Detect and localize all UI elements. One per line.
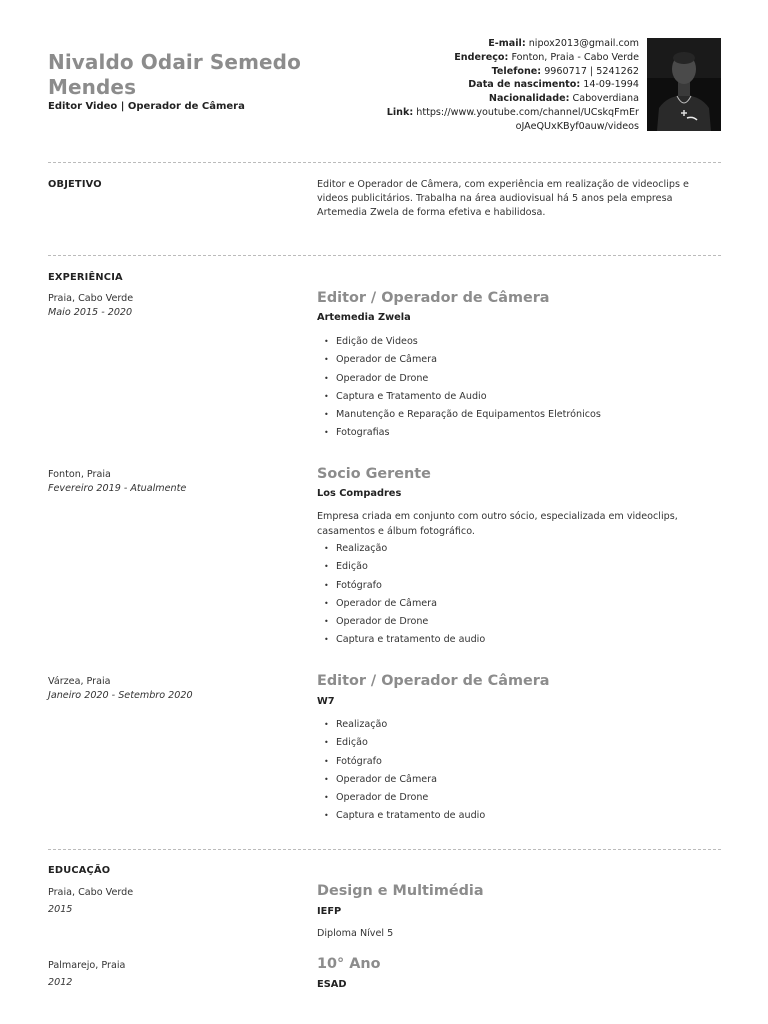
job-title: Editor / Operador de Câmera (317, 673, 550, 689)
education-location: Praia, Cabo Verde (48, 887, 134, 898)
education-location-meta (48, 885, 133, 918)
list-item: • Operador de Drone (324, 789, 485, 807)
job-company: Artemedia Zwela (317, 312, 411, 323)
job-location: Várzea, Praia (48, 676, 111, 687)
job-location-meta (48, 675, 193, 702)
job-location-meta (48, 292, 133, 319)
profile-photo (647, 38, 721, 131)
job-company: W7 (317, 696, 335, 707)
divider (48, 255, 721, 256)
section-title-education: EDUCAÇÃO (48, 865, 111, 876)
section-title-objective: OBJETIVO (48, 179, 102, 190)
list-item: • Operador de Câmera (324, 595, 485, 613)
job-company: Los Compadres (317, 488, 402, 499)
list-item: • Captura e tratamento de audio (324, 807, 485, 825)
list-item: • Fotógrafo (324, 577, 485, 595)
list-item: • Operador de Drone (324, 613, 485, 631)
list-item: • Fotografias (324, 424, 601, 442)
objective-text: Editor e Operador de Câmera, com experiência em realização de videoclips e videos publicitários. Trabalha na área audiovisual há 5 anos pela empresa Artemedia Zwela de forma efetiva e habilidosa. (317, 179, 689, 218)
job-description: Empresa criada em conjunto com outro sócio, especializada em videoclips, casamentos e álbum fotográfico. (317, 511, 678, 537)
list-item: • Realização (324, 540, 485, 558)
job-location-meta (48, 468, 186, 495)
list-item: • Edição (324, 734, 485, 752)
list-item: • Captura e tratamento de audio (324, 631, 485, 649)
job-duties-list (324, 333, 601, 443)
job-duties-list (324, 716, 485, 826)
contact-link-continued[interactable]: oJAeQUxKByf0auw/videos (515, 120, 639, 132)
list-item: • Captura e Tratamento de Audio (324, 388, 601, 406)
divider (48, 849, 721, 850)
education-period: 2012 (48, 976, 73, 988)
job-title: Socio Gerente (317, 466, 431, 482)
job-period: Maio 2015 - 2020 (48, 306, 133, 318)
contact-link[interactable]: Link: https://www.youtube.com/channel/UCskqFmEr (386, 106, 639, 118)
contact-birthdate: Data de nascimento: 14-09-1994 (468, 79, 639, 91)
contact-address: Endereço: Fonton, Praia - Cabo Verde (454, 51, 639, 63)
profile-photo-image (647, 38, 721, 131)
job-location: Fonton, Praia (48, 469, 111, 480)
list-item: • Operador de Drone (324, 370, 601, 388)
list-item: • Edição de Videos (324, 333, 601, 351)
divider (48, 162, 721, 163)
education-title: Design e Multimédia (317, 883, 484, 899)
education-school: ESAD (317, 979, 347, 990)
education-period: 2015 (48, 903, 73, 915)
list-item: • Operador de Câmera (324, 351, 601, 369)
list-item: • Fotógrafo (324, 753, 485, 771)
job-title: Editor / Operador de Câmera (317, 290, 550, 306)
list-item: • Realização (324, 716, 485, 734)
job-duties-list (324, 540, 485, 650)
education-title: 10° Ano (317, 956, 381, 972)
candidate-name: Nivaldo Odair Semedo Mendes (48, 50, 301, 99)
contact-phone: Telefone: 9960717 | 5241262 (491, 65, 639, 77)
job-location: Praia, Cabo Verde (48, 293, 134, 304)
education-location: Palmarejo, Praia (48, 960, 126, 971)
list-item: • Operador de Câmera (324, 771, 485, 789)
education-note: Diploma Nível 5 (317, 928, 394, 939)
education-school: IEFP (317, 906, 342, 917)
job-period: Fevereiro 2019 - Atualmente (48, 482, 187, 494)
contact-block (387, 37, 639, 134)
section-title-experience: EXPERIÊNCIA (48, 272, 123, 283)
contact-nationality: Nacionalidade: Caboverdiana (488, 93, 639, 105)
candidate-role: Editor Video | Operador de Câmera (48, 101, 245, 112)
job-period: Janeiro 2020 - Setembro 2020 (48, 689, 193, 701)
contact-email: E-mail: nipox2013@gmail.com (488, 38, 639, 49)
list-item: • Manutenção e Reparação de Equipamentos Eletrónicos (324, 406, 601, 424)
list-item: • Edição (324, 558, 485, 576)
education-location-meta (48, 958, 125, 991)
